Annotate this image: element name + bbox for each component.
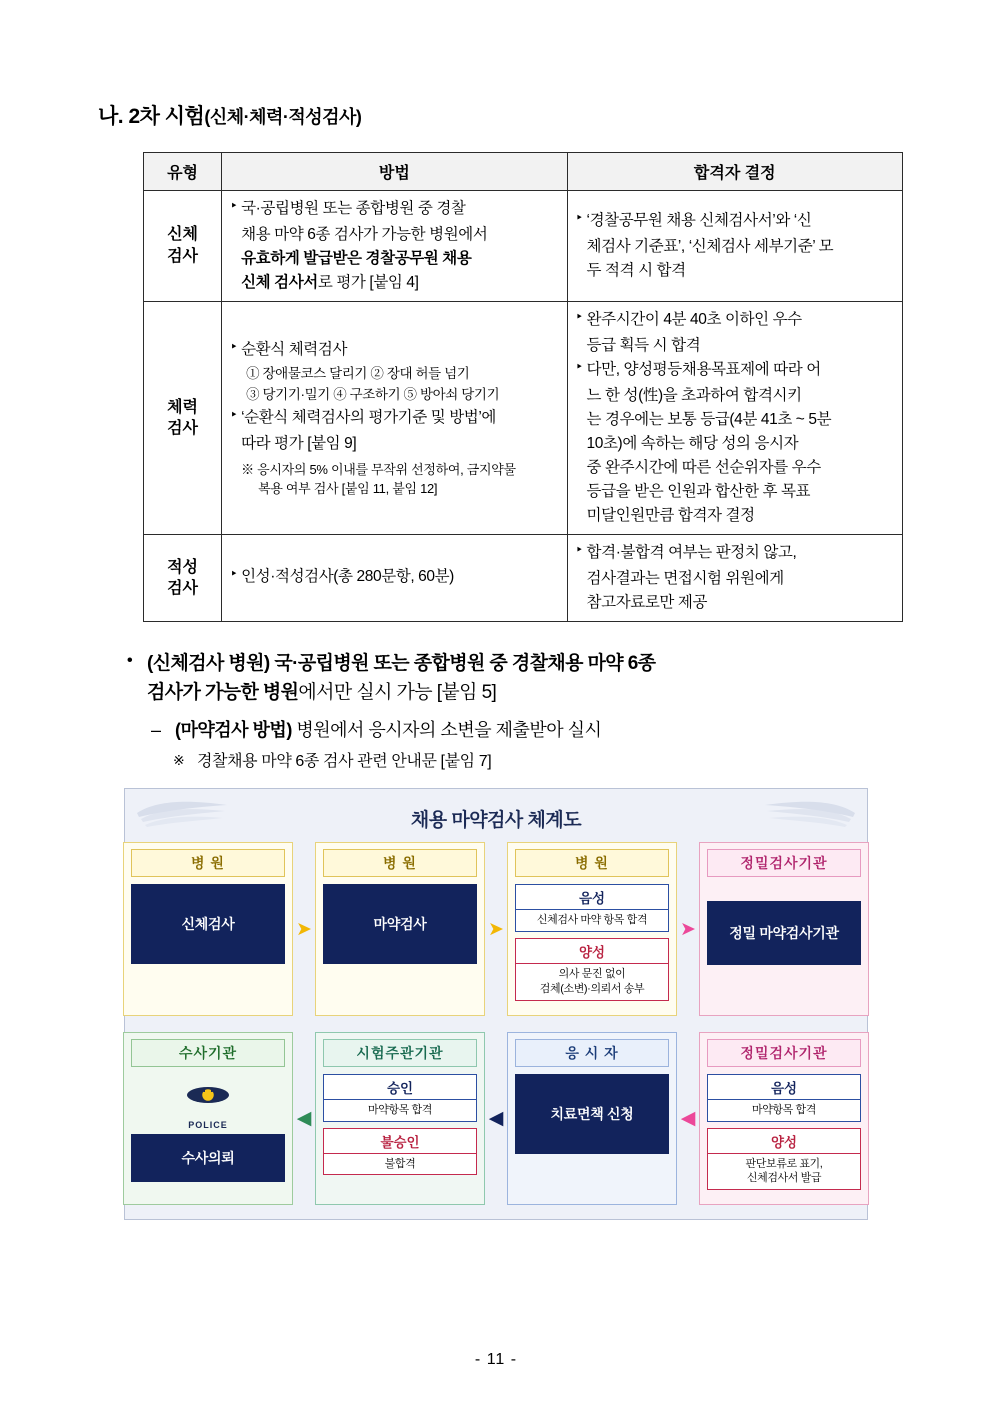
- result-title: 음성: [516, 885, 668, 910]
- result-title: 양성: [708, 1129, 860, 1154]
- panel-header: 병 원: [323, 849, 477, 877]
- panel-exam-authority: [315, 1032, 485, 1206]
- table-row: [144, 535, 903, 622]
- decision-line: 느 한 성(性)을 초과하여 합격시키: [586, 387, 802, 405]
- notes-section: [95, 650, 897, 774]
- method-line: 채용 마약 6종 검사가 가능한 병원에서: [241, 226, 488, 244]
- result-title: 승인: [324, 1075, 476, 1100]
- drug-test-flow-diagram: [124, 788, 868, 1220]
- node-physical-exam: 신체검사: [131, 884, 285, 964]
- decision-line: ‣ ‘경찰공무원 채용 신체검사서’와 ‘신: [576, 209, 894, 233]
- method-items: ① 장애물코스 달리기 ② 장대 허들 넘기: [246, 365, 470, 381]
- exam-table: [143, 152, 903, 622]
- node-precision-lab: 정밀 마약검사기관: [707, 901, 861, 965]
- result-desc: 의사 문진 없이 검체(소변)·의뢰서 송부: [539, 968, 645, 995]
- method-line: [230, 271, 558, 295]
- row-decision-physical: [567, 191, 902, 302]
- node-drug-test: 마약검사: [323, 884, 477, 964]
- panel-hospital-result: [507, 842, 677, 1016]
- table-row: [144, 191, 903, 302]
- diagram-grid: [137, 842, 855, 1205]
- result-desc: 마약항목 합격: [367, 1103, 432, 1116]
- panel-applicant: [507, 1032, 677, 1206]
- row-decision-aptitude: [567, 535, 902, 622]
- panel-header: 수사기관: [131, 1039, 285, 1067]
- panel-hospital-drug: [315, 842, 485, 1016]
- panel-hospital-physical: [123, 842, 293, 1016]
- diagram-row-gap: [123, 1016, 869, 1032]
- panel-header: 병 원: [131, 849, 285, 877]
- table-header-row: [144, 153, 903, 191]
- decision-line: 참고자료로만 제공: [586, 594, 708, 612]
- method-line: ‣ 순환식 체력검사: [230, 338, 558, 362]
- panel-precision-result: [699, 1032, 869, 1206]
- table-row: [144, 302, 903, 535]
- page-number: - 11 -: [474, 1351, 518, 1368]
- decision-line: ‣ 완주시간이 4분 40초 이하인 우수: [576, 308, 894, 332]
- decision-line: ‣ 다만, 양성평등채용목표제에 따라 어: [576, 358, 894, 382]
- panel-precision-lab: [699, 842, 869, 1016]
- decision-line: 등급을 받은 인원과 합산한 후 목표: [586, 483, 811, 501]
- panel-header: 시험주관기관: [323, 1039, 477, 1067]
- decision-line: ‣ 합격·불합격 여부는 판정치 않고,: [576, 541, 894, 565]
- result-desc: 불합격: [384, 1157, 416, 1170]
- decision-line: 중 완주시간에 따른 선순위자를 우수: [586, 459, 821, 477]
- row-type-physical: 신체 검사: [144, 191, 222, 302]
- method-emphasis: 신체 검사서: [241, 274, 318, 292]
- result-negative: [707, 1074, 861, 1122]
- column-header-method: 방법: [222, 153, 567, 191]
- arrow-right-icon: ➤: [680, 918, 696, 940]
- row-type-fitness: 체력 검사: [144, 302, 222, 535]
- row-type-aptitude: 적성 검사: [144, 535, 222, 622]
- arrow-right-icon: ➤: [296, 918, 312, 940]
- result-negative: [515, 884, 669, 932]
- row-method-aptitude: [222, 535, 567, 622]
- method-tail: 로 평가 [붙임 4]: [317, 274, 419, 292]
- row-method-fitness: [222, 302, 567, 535]
- decision-line: 두 적격 시 합격: [586, 262, 686, 280]
- decision-line: 검사결과는 면접시험 위원에게: [586, 570, 784, 588]
- page-title: [95, 100, 897, 130]
- result-positive: [707, 1128, 861, 1191]
- method-items: ③ 당기기·밀기 ④ 구조하기 ⑤ 방아쇠 당기기: [246, 386, 500, 402]
- result-rejected: [323, 1128, 477, 1176]
- arrow-right-icon: ➤: [488, 918, 504, 940]
- police-emblem-icon: [131, 1074, 285, 1134]
- result-positive: [515, 938, 669, 1001]
- result-title: 불승인: [324, 1129, 476, 1154]
- arrow-left-icon: ◀: [680, 1108, 696, 1130]
- panel-investigation-agency: [123, 1032, 293, 1206]
- row-decision-fitness: [567, 302, 902, 535]
- row-method-physical: [222, 191, 567, 302]
- result-desc: 신체검사 마약 항목 합격: [536, 914, 648, 927]
- arrow-left-icon: ◀: [488, 1108, 504, 1130]
- method-line: ‣ ‘순환식 체력검사의 평가기준 및 방법’에: [230, 406, 558, 430]
- bullet-hospital: • (신체검사 병원) 국·공립병원 또는 종합병원 중 경찰채용 마약 6종 검사가 가능한 병원에서만 실시 가능 [붙임 5]: [125, 650, 897, 707]
- decision-line: 는 경우에는 보통 등급(4분 41초 ~ 5분: [586, 411, 832, 429]
- node-investigation-request: 수사의뢰: [131, 1134, 285, 1182]
- page-title-main: 나. 2차 시험: [98, 105, 205, 128]
- column-header-decision: 합격자 결정: [567, 153, 902, 191]
- result-approved: [323, 1074, 477, 1122]
- method-note: ※ 응시자의 5% 이내를 무작위 선정하여, 금지약물 복용 여부 검사 [붙임 11, 붙임 12]: [241, 461, 516, 497]
- emblem-label-bottom: POLICE: [188, 1119, 228, 1130]
- column-header-type: 유형: [144, 153, 222, 191]
- page-title-paren: (신체·체력·적성검사): [204, 107, 362, 127]
- panel-header: 정밀검사기관: [707, 1039, 861, 1067]
- method-line: ‣ 인성·적성검사(총 280문항, 60분): [230, 565, 558, 589]
- method-line: 따라 평가 [붙임 9]: [241, 434, 357, 452]
- panel-header: 정밀검사기관: [707, 849, 861, 877]
- panel-header: 병 원: [515, 849, 669, 877]
- result-desc: 마약항목 합격: [751, 1103, 816, 1116]
- bullet-drug-test-method: – (마약검사 방법) 병원에서 응시자의 소변을 제출받아 실시: [125, 717, 897, 744]
- result-desc: 판단보류로 표기, 신체검사서 발급: [745, 1157, 823, 1185]
- method-line: 유효하게 발급받은 경찰공무원 채용: [241, 250, 472, 268]
- decision-line: 체검사 기준표’, ‘신체검사 세부기준’ 모: [586, 238, 834, 256]
- diagram-title: 채용 마약검사 체계도: [410, 810, 582, 832]
- decision-line: 등급 획득 시 합격: [586, 337, 701, 355]
- decision-line: 미달인원만큼 합격자 결정: [586, 507, 755, 525]
- police-badge-icon: [185, 1080, 231, 1114]
- bullet-guide-note: ※ 경찰채용 마약 6종 검사 관련 안내문 [붙임 7]: [125, 750, 897, 774]
- panel-header: 응 시 자: [515, 1039, 669, 1067]
- decision-line: 10초)에 속하는 해당 성의 응시자: [586, 435, 799, 453]
- arrow-left-icon: ◀: [296, 1108, 312, 1130]
- node-treatment-immunity-request: 치료면책 신청: [515, 1074, 669, 1154]
- result-title: 양성: [516, 939, 668, 964]
- result-title: 음성: [708, 1075, 860, 1100]
- method-line: ‣ 국·공립병원 또는 종합병원 중 경찰: [230, 197, 558, 221]
